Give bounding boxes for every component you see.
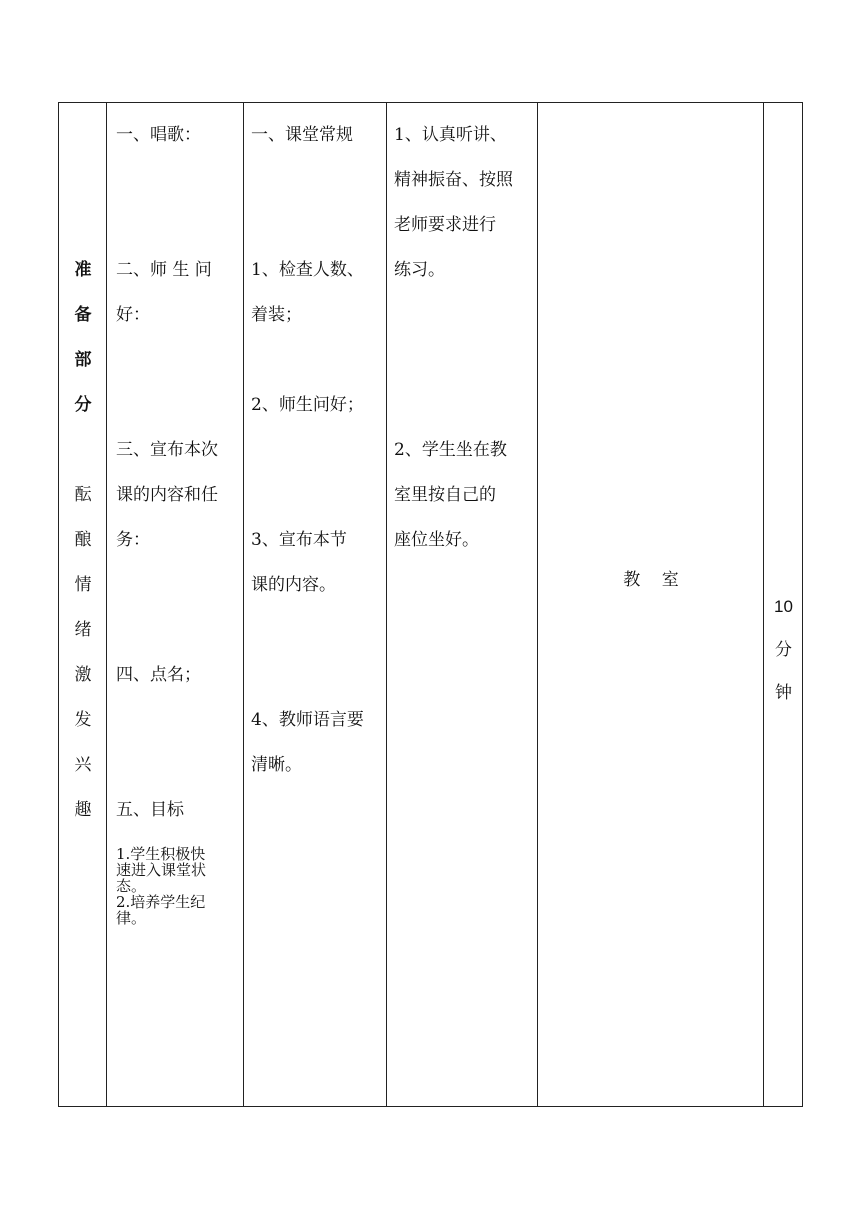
- content-item: 一、唱歌：: [116, 125, 201, 145]
- section-subtitle-char: 激: [74, 665, 92, 685]
- time-number: 10: [774, 597, 793, 616]
- teacher-cell: [244, 103, 387, 1107]
- teacher-line: 着装；: [251, 305, 302, 325]
- venue-label: 教 室: [623, 570, 679, 590]
- section-title-char: 部: [74, 350, 92, 370]
- section-subtitle-char: 趣: [74, 800, 92, 820]
- lesson-plan-table: [58, 102, 803, 1107]
- student-cell: [387, 103, 538, 1107]
- teacher-line: 3、宣布本节: [251, 530, 347, 550]
- section-subtitle-char: 绪: [74, 620, 92, 640]
- student-line: 座位坐好。: [394, 530, 479, 550]
- student-line: 1、认真听讲、: [394, 125, 507, 145]
- teacher-line: 1、检查人数、: [251, 260, 364, 280]
- section-subtitle-char: 酿: [74, 530, 92, 550]
- time-unit-char: 钟: [775, 683, 792, 703]
- goal-line: 1.学生积极快: [116, 845, 206, 863]
- student-line: 2、学生坐在教: [394, 440, 507, 460]
- venue-cell: [538, 103, 764, 1107]
- goal-line: 速进入课堂状: [116, 861, 207, 879]
- content-item: 务：: [116, 530, 150, 550]
- teacher-heading: 一、课堂常规: [251, 125, 353, 145]
- student-line: 精神振奋、按照: [394, 170, 513, 190]
- content-item: 课的内容和任: [116, 485, 218, 505]
- content-item: 二、师 生 问: [116, 260, 212, 280]
- section-cell: [59, 103, 107, 1107]
- teacher-line: 4、教师语言要: [251, 710, 364, 730]
- time-unit-char: 分: [775, 640, 792, 660]
- student-line: 练习。: [394, 260, 445, 280]
- goal-line: 2.培养学生纪: [116, 893, 206, 911]
- section-subtitle-char: 发: [74, 710, 92, 730]
- student-line: 老师要求进行: [394, 215, 496, 235]
- teacher-line: 清晰。: [251, 755, 302, 775]
- section-title-char: 分: [74, 395, 92, 415]
- content-item: 好：: [116, 305, 150, 325]
- section-subtitle-char: 酝: [74, 485, 92, 505]
- section-title-char: 备: [74, 305, 92, 325]
- goal-line: 律。: [116, 909, 147, 927]
- section-title-char: 准: [74, 260, 92, 280]
- content-cell: [107, 103, 244, 1107]
- student-line: 室里按自己的: [394, 485, 496, 505]
- table-row: [59, 103, 803, 1107]
- goal-line: 态。: [116, 877, 147, 895]
- section-subtitle-char: 兴: [74, 755, 92, 775]
- teacher-line: 2、师生问好；: [251, 395, 364, 415]
- section-subtitle-char: 情: [74, 575, 92, 595]
- time-cell: [764, 103, 803, 1107]
- content-item: 三、宣布本次: [116, 440, 218, 460]
- content-item: 四、点名；: [116, 665, 201, 685]
- content-item: 五、目标: [116, 800, 184, 820]
- teacher-line: 课的内容。: [251, 575, 336, 595]
